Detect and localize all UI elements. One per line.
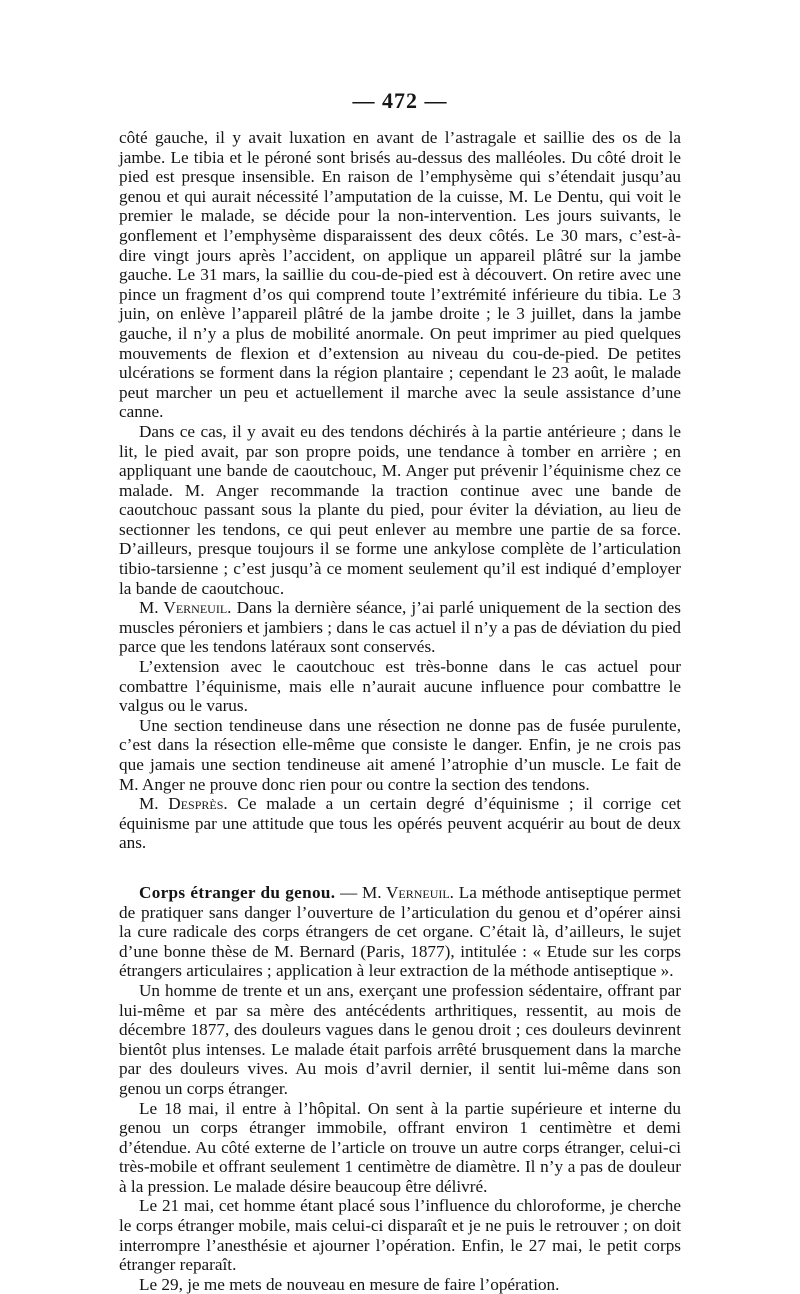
paragraph-text: Dans la dernière séance, j’ai parlé uniquement de la section des muscles péroniers et jambiers ; dans le cas actuel il n’y a pas de déviation du pied parce que les tendons latéraux sont conservés. [119, 598, 681, 657]
section-heading: Corps étranger du genou. [139, 882, 336, 902]
body-text [119, 128, 681, 1294]
paragraph [119, 794, 681, 853]
paragraph: L’extension avec le caoutchouc est très-bonne dans le cas actuel pour combattre l’équinisme, mais elle n’aurait aucune influence pour combattre le valgus ou le varus. [119, 657, 681, 716]
paragraph [119, 598, 681, 657]
paragraph: Dans ce cas, il y avait eu des tendons déchirés à la partie antérieure ; dans le lit, le pied avait, par son propre poids, une tendance à tomber en arrière ; en appliquant une bande de caoutchouc, M. Anger put prévenir l’équinisme chez ce malade. M. Anger recommande la traction continue avec une bande de caoutchouc passant sous la plante du pied, pour éviter la déviation, au lieu de sectionner les tendons, ce qui peut enlever au membre une partie de sa force. D’ailleurs, presque toujours il se forme une ankylose complète de l’articulation tibio-tarsienne ; c’est jusqu’à ce moment seulement qu’il est indiqué d’employer la bande de caoutchouc. [119, 421, 681, 598]
section-paragraph [119, 883, 681, 981]
paragraph: côté gauche, il y avait luxation en avant de l’astragale et saillie des os de la jambe. Le tibia et le péroné sont brisés au-dessus des malléoles. Du côté droit le pied est presque insensible. En raison de l’emphysème qui s’étendait jusqu’au genou et qui aurait nécessité l’amputation de la cuisse, M. Le Dentu, qui voit le premier le malade, se décide pour la non-intervention. Les jours suivants, le gonflement et l’emphysème disparaissent des deux côtés. Le 30 mars, c’est-à-dire vingt jours après l’accident, on applique un appareil plâtré sur la jambe gauche. Le 31 mars, la saillie du cou-de-pied est à découvert. On retire avec une pince un fragment d’os qui comprend toute l’extrémité inférieure du tibia. Le 3 juin, on enlève l’appareil plâtré de la jambe droite ; le 3 juillet, dans la jambe gauche, il n’y a plus de mobilité anormale. On peut imprimer au pied quelques mouvements de flexion et d’extension au niveau du cou-de-pied. De petites ulcérations se forment dans la région plantaire ; cependant le 23 août, le malade peut marcher un peu et actuellement il marche avec la seule assistance d’une canne. [119, 128, 681, 422]
speaker-name: M. Verneuil. [361, 882, 454, 902]
paragraph-text: Ce malade a un certain degré d’équinisme ; il corrige cet équinisme par une attitude que tous les opérés peuvent acquérir au bout de deux ans. [119, 794, 682, 853]
paragraph-text: La méthode antiseptique permet de pratiquer sans danger l’ouverture de l’articulation du genou et d’opérer ainsi la cure radicale des corps étrangers de cet organe. C’était là, d’ailleurs, le sujet d’une bonne thèse de M. Bernard (Paris, 1877), intitulée : « Etude sur les corps étrangers articulaires ; application à leur extraction de la méthode antiseptique ». [119, 882, 681, 981]
paragraph: Le 18 mai, il entre à l’hôpital. On sent à la partie supérieure et interne du genou un corps étranger immobile, offrant environ 1 centimètre et demi d’étendue. Au côté externe de l’article on trouve un autre corps étranger, celui-ci très-mobile et offrant seulement 1 centimètre de diamètre. Il n’y a pas de douleur à la pression. Le malade désire beaucoup être délivré. [119, 1098, 681, 1196]
page-number: — 472 — [352, 88, 448, 113]
paragraph: Le 29, je me mets de nouveau en mesure de faire l’opération. [139, 1274, 560, 1294]
paragraph: Une section tendineuse dans une résection ne donne pas de fusée purulente, c’est dans la résection elle-même que consiste le danger. Enfin, je ne crois pas que jamais une section tendineuse ait amené l’atrophie d’un muscle. Le fait de M. Anger ne prouve donc rien pour ou contre la section des tendons. [119, 715, 681, 794]
speaker-name: M. Desprès. [139, 794, 228, 814]
paragraph: Un homme de trente et un ans, exerçant une profession sédentaire, offrant par lui-même et par sa mère des antécédents arthritiques, ressentit, au mois de décembre 1877, des douleurs vagues dans le genou droit ; ces douleurs devinrent bientôt plus intenses. Le malade était parfois arrêté brusquement dans la marche par des douleurs vives. Au mois d’avril dernier, il sentit lui-même dans son genou un corps étranger. [119, 980, 681, 1098]
heading-dash: — [335, 882, 362, 902]
paragraph: Le 21 mai, cet homme étant placé sous l’influence du chloroforme, je cherche le corps étranger mobile, mais celui-ci disparaît et je ne puis le retrouver ; on doit interrompre l’anesthésie et ajourner l’opération. Enfin, le 27 mai, le petit corps étranger reparaît. [119, 1196, 681, 1275]
speaker-name: M. Verneuil. [139, 598, 232, 618]
